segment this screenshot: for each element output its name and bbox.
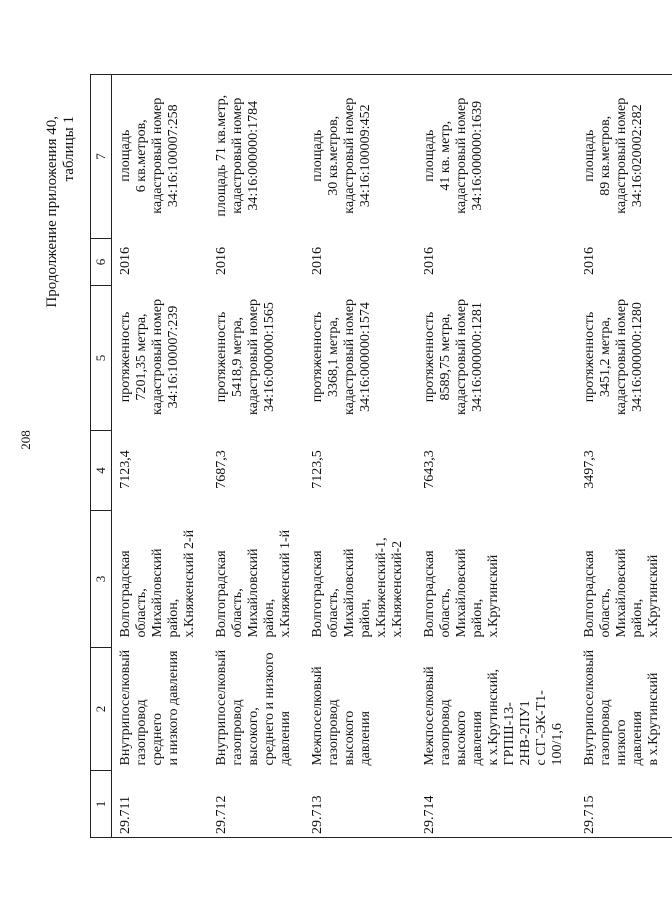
object-name-line: давления <box>630 711 645 766</box>
object-area-line: 34:16:020002:282 <box>630 104 645 208</box>
object-length-line: протяженность <box>422 311 437 403</box>
row-number: 29.715 <box>576 771 672 838</box>
object-area-line: 6 кв.метров, <box>134 119 149 193</box>
continuation-note <box>44 116 78 308</box>
object-address-line: х.Княженский 1-й <box>278 529 293 638</box>
object-length-line: 8589,75 метра, <box>438 313 453 401</box>
object-address <box>304 511 416 648</box>
object-length-line: 3451,2 метра, <box>598 316 613 398</box>
object-area-line: площадь <box>582 129 597 182</box>
row-number: 29.712 <box>208 771 304 838</box>
object-area-line: кадастровый номер <box>454 97 469 214</box>
table-body <box>112 75 672 838</box>
object-length <box>304 286 416 431</box>
col-header-1: 1 <box>91 771 112 838</box>
object-year: 2016 <box>214 247 229 275</box>
object-name-line: среднего и низкого <box>262 652 277 766</box>
object-area <box>112 75 209 239</box>
object-area-line: 34:16:100007:258 <box>166 104 181 208</box>
object-area <box>416 75 576 239</box>
col-header-6: 6 <box>91 239 112 286</box>
object-cost: 3497,3 <box>582 450 597 489</box>
object-length-line: 5418,9 метра, <box>230 316 245 398</box>
object-cost: 7123,4 <box>118 450 133 489</box>
col-header-2: 2 <box>91 648 112 771</box>
continuation-line-1: Продолжение приложения 40, <box>44 116 60 308</box>
object-name <box>576 648 672 771</box>
object-area <box>208 75 304 239</box>
object-area-line: 34:16:000000:1784 <box>246 100 261 211</box>
object-name-line: с СГ-ЭК-Т1-100/1,6 <box>534 690 565 766</box>
object-name-line: давления <box>358 711 373 766</box>
object-name-line: газопровод высокого <box>326 699 357 766</box>
object-name-line: Межпоселковый <box>310 666 325 766</box>
object-address-line: Волгоградская область, <box>422 550 453 638</box>
object-address-line: Волгоградская область, <box>582 550 613 638</box>
object-length-line: кадастровый номер <box>614 299 629 415</box>
object-area-line: площадь 71 кв.метр, <box>214 94 229 217</box>
object-year: 2016 <box>310 247 325 275</box>
object-address-line: Михайловский район, <box>614 548 645 638</box>
object-area-line: площадь <box>422 129 437 182</box>
object-address <box>576 511 672 648</box>
object-name-line: Внутрипоселковый <box>582 649 597 766</box>
object-length <box>112 286 209 431</box>
object-name <box>112 648 209 771</box>
registry-table <box>90 74 672 838</box>
object-year: 2016 <box>422 247 437 275</box>
object-address-line: Волгоградская область, <box>310 550 341 638</box>
object-length-line: 3368,1 метра, <box>326 316 341 398</box>
object-name-line: ГРПШ-13-2НВ-2ПУ1 <box>502 700 533 766</box>
object-address-line: Михайловский район, <box>342 548 373 638</box>
row-number: 29.711 <box>112 771 209 838</box>
object-area-line: площадь <box>118 129 133 182</box>
object-length <box>576 286 672 431</box>
object-address <box>416 511 576 648</box>
object-name <box>304 648 416 771</box>
object-address-line: Волгоградская область, <box>214 550 245 638</box>
object-length-line: протяженность <box>582 311 597 403</box>
object-address-line: х.Княженский 2-й <box>182 529 197 638</box>
object-name-line: газопровод среднего <box>134 699 165 766</box>
object-address-line: х.Крутинский <box>486 554 501 638</box>
object-address-line: Михайловский район, <box>246 548 277 638</box>
object-address <box>208 511 304 648</box>
object-name-line: Внутрипоселковый <box>118 649 133 766</box>
object-area-line: 41 кв. метр, <box>438 120 453 191</box>
object-cost: 7123,5 <box>310 450 325 489</box>
object-length-line: 34:16:000000:1565 <box>262 302 277 412</box>
object-length-line: кадастровый номер <box>454 299 469 415</box>
object-name-line: давления <box>470 711 485 766</box>
object-cost: 7643,3 <box>422 450 437 489</box>
object-address-line: х.Крутинский <box>646 554 661 638</box>
object-area-line: кадастровый номер <box>230 97 245 214</box>
continuation-line-2: таблицы 1 <box>61 116 77 182</box>
object-address <box>112 511 209 648</box>
object-length <box>208 286 304 431</box>
object-length-line: протяженность <box>310 311 325 403</box>
object-address-line: Волгоградская область, <box>118 550 149 638</box>
object-length <box>416 286 576 431</box>
object-year: 2016 <box>582 247 597 275</box>
object-area <box>576 75 672 239</box>
object-length-line: кадастровый номер <box>246 299 261 415</box>
object-name <box>416 648 576 771</box>
object-name-line: Межпоселковый <box>422 666 437 766</box>
object-address-line: Михайловский район, <box>454 548 485 638</box>
col-header-3: 3 <box>91 511 112 648</box>
object-length-line: протяженность <box>118 311 133 403</box>
object-length-line: кадастровый номер <box>150 299 165 415</box>
object-area-line: 34:16:100009:452 <box>358 104 373 208</box>
object-area-line: кадастровый номер <box>150 97 165 214</box>
object-name-line: в х.Крутинский <box>646 672 661 766</box>
table-row <box>416 75 576 838</box>
table-row <box>304 75 416 838</box>
object-area-line: 34:16:000000:1639 <box>470 100 485 211</box>
row-number: 29.713 <box>304 771 416 838</box>
object-length-line: 34:16:100007:239 <box>166 305 181 409</box>
page-number: 208 <box>18 430 33 450</box>
object-name-line: давления <box>278 711 293 766</box>
object-area-line: кадастровый номер <box>342 97 357 214</box>
object-name-line: газопровод высокого <box>438 699 469 766</box>
object-length-line: 34:16:000000:1281 <box>470 302 485 412</box>
object-name-line: и низкого давления <box>166 650 181 766</box>
col-header-7: 7 <box>91 75 112 239</box>
object-address-line: х.Княженский-2 <box>390 540 405 638</box>
object-length-line: 34:16:000000:1280 <box>630 302 645 412</box>
object-area-line: площадь <box>310 129 325 182</box>
object-cost: 7687,3 <box>214 450 229 489</box>
table-row <box>112 75 209 838</box>
object-name-line: газопровод высокого, <box>230 699 261 766</box>
object-name-line: газопровод низкого <box>598 699 629 766</box>
object-area-line: кадастровый номер <box>614 97 629 214</box>
object-area <box>304 75 416 239</box>
object-area-line: 89 кв.метров, <box>598 115 613 196</box>
object-length-line: протяженность <box>214 311 229 403</box>
object-name <box>208 648 304 771</box>
object-length-line: кадастровый номер <box>342 299 357 415</box>
col-header-4: 4 <box>91 431 112 511</box>
object-address-line: Михайловский район, <box>150 548 181 638</box>
object-name-line: Внутрипоселковый <box>214 649 229 766</box>
row-number: 29.714 <box>416 771 576 838</box>
table-row <box>576 75 672 838</box>
object-length-line: 34:16:000000:1574 <box>358 302 373 412</box>
table-row <box>208 75 304 838</box>
object-year: 2016 <box>118 247 133 275</box>
object-area-line: 30 кв.метров, <box>326 115 341 196</box>
object-name-line: к х.Крутинский, <box>486 668 501 766</box>
object-length-line: 7201,35 метра, <box>134 313 149 401</box>
object-address-line: х.Княженский-1, <box>374 537 389 638</box>
col-header-5: 5 <box>91 286 112 431</box>
header-row <box>91 75 112 838</box>
